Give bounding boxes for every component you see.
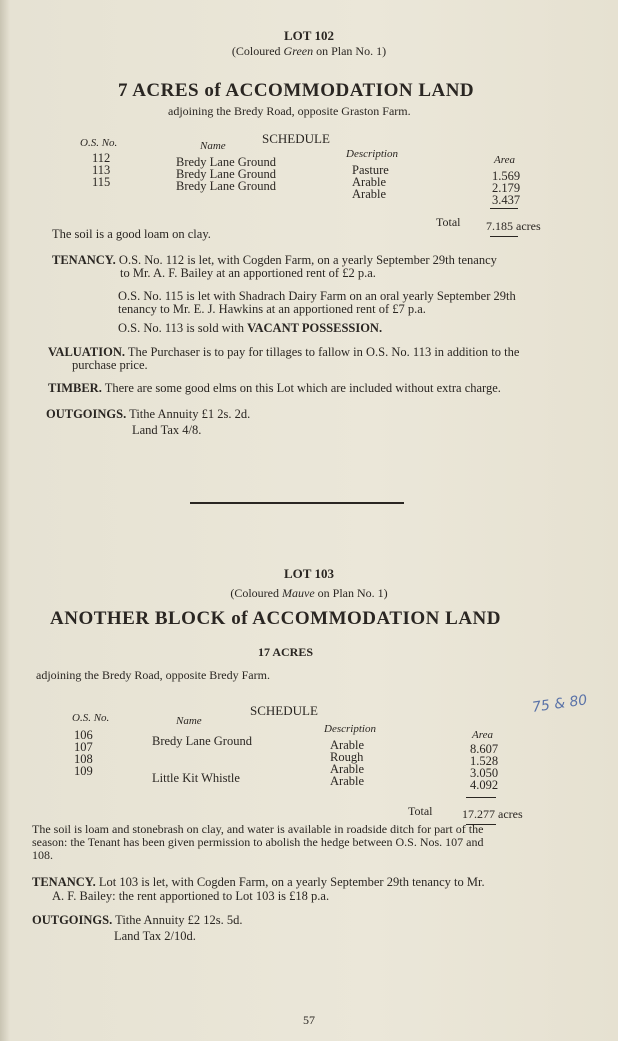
lot-102-outgoings: OUTGOINGS. Tithe Annuity £1 2s. 2d. [46, 407, 251, 421]
table-cell: 1.528 [470, 754, 499, 768]
lot-102-timber: TIMBER. There are some good elms on this Lot which are included without extra charge. [48, 381, 501, 395]
lot-103-col-area: Area [472, 729, 493, 741]
table-cell: Arable [330, 738, 365, 752]
table-cell: 113 [92, 163, 111, 177]
lot-102-os-column [92, 152, 110, 188]
table-cell: 3.437 [492, 193, 521, 207]
lot-102-outgoings-b: Land Tax 4/8. [132, 423, 202, 437]
lot-103-description-column [330, 739, 364, 787]
lot-103-heading: ANOTHER BLOCK of ACCOMMODATION LAND [50, 608, 501, 629]
table-cell: Bredy Lane Ground [176, 155, 276, 169]
lot-102-tenancy-1: TENANCY. O.S. No. 112 is let, with Cogden Farm, on a yearly September 29th tenancy [52, 253, 497, 267]
lot-103-total-label: Total [408, 804, 433, 818]
lot-103-acres: 17 ACRES [258, 645, 314, 659]
table-cell: 2.179 [492, 181, 521, 195]
lot-102-subheading: adjoining the Bredy Road, opposite Graston Farm. [168, 104, 411, 118]
sum-rule [466, 797, 496, 798]
lot-103-col-name: Name [176, 715, 202, 727]
lot-102-description-column [352, 164, 389, 200]
page-number: 57 [303, 1013, 315, 1027]
lot-102-tenancy-1b: to Mr. A. F. Bailey at an apportioned rent of £2 p.a. [120, 266, 376, 280]
lot-103-col-description: Description [324, 723, 376, 735]
lot-102-schedule-title: SCHEDULE [262, 131, 330, 146]
table-cell: 8.607 [470, 742, 499, 756]
lot-102-col-os: O.S. No. [80, 137, 118, 149]
lot-102-heading: 7 ACRES of ACCOMMODATION LAND [118, 80, 475, 101]
lot-103-plan-note: (Coloured Mauve on Plan No. 1) [230, 586, 388, 600]
lot-102-label: LOT 102 [284, 28, 334, 43]
lot-103-subheading: adjoining the Bredy Road, opposite Bredy Farm. [36, 668, 270, 682]
lot-103-total-value: 17.277 acres [462, 807, 523, 821]
lot-103-area-column [470, 743, 498, 791]
handwritten-note: 75 & 80 [531, 692, 589, 716]
lot-102-tenancy-2b: tenancy to Mr. E. J. Hawkins at an apportioned rent of £7 p.a. [118, 302, 426, 316]
table-cell: 4.092 [470, 778, 499, 792]
lot-103-tenancy-b: A. F. Bailey: the rent apportioned to Lot 103 is £18 p.a. [52, 889, 330, 903]
table-cell: 1.569 [492, 169, 521, 183]
lot-102-area-column [492, 170, 520, 206]
table-cell: 106 [74, 728, 93, 742]
lot-102-col-description: Description [346, 148, 398, 160]
lot-103-outgoings: OUTGOINGS. Tithe Annuity £2 12s. 5d. [32, 913, 243, 927]
table-cell: 107 [74, 740, 93, 754]
lot-103-soil-c: 108. [32, 848, 53, 862]
lot-102-tenancy-3: O.S. No. 113 is sold with VACANT POSSESSION. [118, 321, 383, 335]
table-cell: 108 [74, 752, 93, 766]
table-cell: Bredy Lane Ground [176, 167, 276, 181]
table-cell: 109 [74, 764, 93, 778]
table-cell: 115 [92, 175, 111, 189]
table-cell: Arable [352, 175, 387, 189]
lot-103-label: LOT 103 [284, 566, 334, 581]
section-divider [190, 502, 404, 504]
lot-103-name-2: Little Kit Whistle [152, 771, 240, 785]
lot-102-valuation: VALUATION. The Purchaser is to pay for tillages to fallow in O.S. No. 113 in addition to the [48, 345, 520, 359]
lot-103-col-os: O.S. No. [72, 712, 110, 724]
lot-102-col-name: Name [200, 140, 226, 152]
lot-102-plan-note: (Coloured Green on Plan No. 1) [231, 44, 387, 58]
lot-102-col-area: Area [494, 154, 515, 166]
sum-rule [490, 208, 518, 209]
lot-102-soil: The soil is a good loam on clay. [52, 227, 211, 241]
lot-103-schedule-title: SCHEDULE [250, 703, 318, 718]
table-cell: Bredy Lane Ground [176, 179, 276, 193]
lot-103-soil: The soil is loam and stonebrash on clay, and water is available in roadside ditch for part of the [32, 822, 484, 836]
total-rule [490, 236, 518, 237]
table-cell: Arable [352, 187, 387, 201]
lot-102-tenancy-2: O.S. No. 115 is let with Shadrach Dairy Farm on an oral yearly September 29th [118, 289, 516, 303]
table-cell: Arable [330, 774, 365, 788]
table-cell: Arable [330, 762, 365, 776]
table-cell: 3.050 [470, 766, 499, 780]
lot-103-tenancy: TENANCY. Lot 103 is let, with Cogden Farm, on a yearly September 29th tenancy to Mr. [32, 875, 485, 889]
lot-102-total-label: Total [436, 215, 461, 229]
lot-102-valuation-b: purchase price. [72, 358, 148, 372]
lot-103-os-column [74, 729, 93, 777]
lot-102-total-value: 7.185 acres [486, 219, 541, 233]
lot-103-name-1: Bredy Lane Ground [152, 734, 252, 748]
lot-102-name-column [176, 156, 276, 192]
lot-103-soil-b: season: the Tenant has been given permission to abolish the hedge between O.S. Nos. 107 and [32, 835, 484, 849]
table-cell: Rough [330, 750, 364, 764]
table-cell: 112 [92, 151, 111, 165]
lot-103-outgoings-b: Land Tax 2/10d. [114, 929, 196, 943]
table-cell: Pasture [352, 163, 389, 177]
